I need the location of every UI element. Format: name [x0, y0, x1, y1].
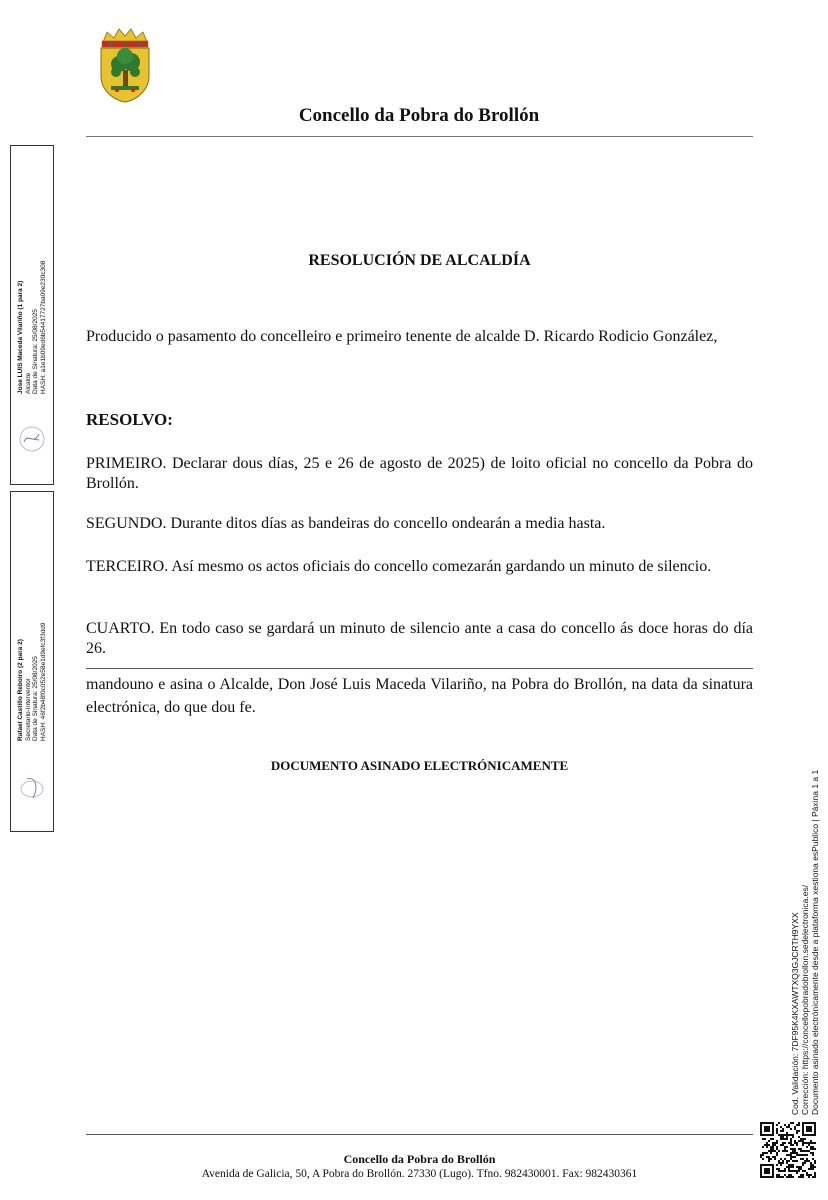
signature-info-secretary [17, 622, 47, 741]
validation-code: Cod. Validación: 7DF95K4KXAWTXQ3GJCRTH9YXX [790, 912, 800, 1115]
qr-code [760, 1122, 816, 1178]
coat-of-arms-logo [97, 26, 153, 104]
clause-terceiro: TERCEIRO. Así mesmo os actos oficiais do concello comezarán gardando un minuto de silencio. [86, 558, 712, 575]
signature-box-mayor [10, 145, 54, 485]
footer-organization: Concello da Pobra do Brollón [343, 1152, 496, 1166]
signer-name: Rafael Castillo Reboiro (2 para 2) [17, 639, 24, 741]
footer-divider [86, 1134, 753, 1135]
signature-info-mayor [17, 261, 47, 394]
clause-segundo: SEGUNDO. Durante ditos días as bandeiras do concello ondearán a media hasta. [86, 515, 606, 532]
signed-electronically-label: DOCUMENTO ASINADO ELECTRÓNICAMENTE [270, 758, 569, 773]
header-divider [86, 136, 753, 137]
resolvo-heading: RESOLVO: [86, 410, 173, 429]
platform-note: Documento asinado electrónicamente desde a plataforma xestiona esPublico | Páxina 1 a 1 [810, 769, 820, 1115]
signature-date: Data de Sinatura: 25/08/2025 [32, 656, 39, 741]
signature-hash: HASH: 46f2b48f0c052e58e1d9efc3f3dd9 [39, 622, 47, 741]
section-divider [86, 668, 753, 669]
signer-role: Alcalde [24, 372, 32, 394]
signer-name: Jose LUIS Maceda Vilariño (1 para 2) [17, 280, 24, 394]
clause-cuarto: CUARTO. En todo caso se gardará un minuto de silencio ante a casa do concello ás doce horas do día 26. [86, 620, 753, 657]
verification-url[interactable]: Corrección: https://concellopobradobrollon.sedelectronica.es/ [800, 884, 810, 1115]
footer-address: Avenida de Galicia, 50, A Pobra do Brollón. 27330 (Lugo). Tfno. 982430001. Fax: 982430361 [201, 1168, 638, 1180]
intro-paragraph: Producido o pasamento do concelleiro e primeiro tenente de alcalde D. Ricardo Rodicio González, [86, 328, 718, 345]
signer-role: Secretario-Interventor [24, 678, 32, 741]
clause-primeiro: PRIMEIRO. Declarar dous días, 25 e 26 de agosto de 2025) de loito oficial no concello da Pobra do Brollón. [86, 455, 753, 492]
closing-paragraph: mandouno e asina o Alcalde, Don José Luis Maceda Vilariño, na Pobra do Brollón, na data da sinatura electrónica, do que dou fe. [86, 676, 753, 716]
header-title: Concello da Pobra do Brollón [298, 105, 540, 126]
signature-stamp-icon [17, 424, 47, 454]
signature-date: Data de Sinatura: 25/08/2025 [32, 309, 39, 394]
signature-stamp-icon [17, 774, 47, 804]
validation-info [790, 770, 820, 1115]
signature-hash: HASH: a1e1b09ed6b54417727ba09e230c308 [39, 260, 47, 394]
resolution-title: RESOLUCIÓN DE ALCALDÍA [308, 252, 531, 269]
signature-box-secretary [10, 491, 54, 832]
